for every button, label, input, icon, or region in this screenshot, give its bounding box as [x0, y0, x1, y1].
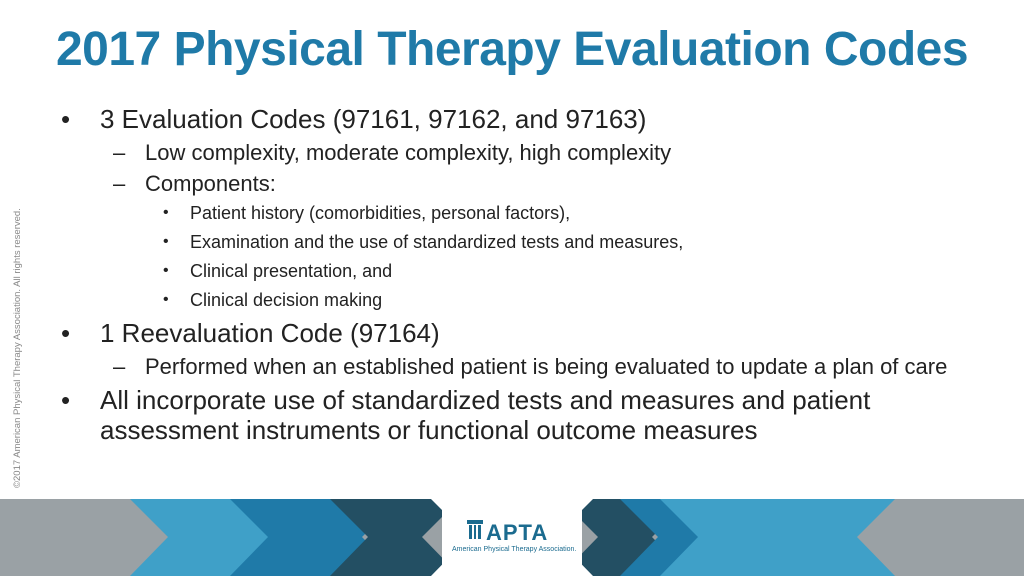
bullet-marker: • [61, 318, 71, 348]
bullet-text: Examination and the use of standardized tests and measures, [190, 232, 684, 252]
list-item [55, 104, 985, 134]
bullet-marker: • [163, 233, 169, 250]
bullet-marker: • [163, 262, 169, 279]
bullet-text: 1 Reevaluation Code (97164) [100, 318, 440, 348]
bullet-text: Clinical decision making [190, 290, 383, 310]
dash-marker: – [113, 140, 126, 165]
dash-marker: – [113, 354, 126, 379]
apta-logo-text: APTA [486, 520, 549, 545]
list-item [55, 318, 985, 348]
bullet-text: Patient history (comorbidities, personal factors), [190, 203, 571, 223]
list-item [55, 289, 985, 311]
copyright-notice: ©2017 American Physical Therapy Association. All rights reserved. [12, 208, 23, 488]
list-item [55, 171, 985, 196]
list-item [55, 140, 985, 165]
apta-logo-subtitle: American Physical Therapy Association. [452, 546, 577, 553]
slide-title: 2017 Physical Therapy Evaluation Codes [55, 23, 969, 76]
list-item [55, 385, 985, 445]
bullet-marker: • [61, 385, 71, 415]
list-item [55, 260, 985, 282]
list-item [55, 202, 985, 224]
bullet-text: Clinical presentation, and [190, 261, 393, 281]
bullet-marker: • [163, 204, 169, 221]
dash-marker: – [113, 171, 126, 196]
list-item [55, 231, 985, 253]
list-item [55, 354, 985, 379]
bullet-text: 3 Evaluation Codes (97161, 97162, and 97163) [100, 104, 647, 134]
bullet-text: Performed when an established patient is being evaluated to update a plan of care [145, 354, 948, 379]
bullet-marker: • [163, 291, 169, 308]
bullet-list [55, 104, 985, 451]
bullet-text: All incorporate use of standardized tests and measures and patient assessment instruments or functional outcome measures [100, 385, 871, 445]
apta-logo-icon [466, 519, 484, 541]
bullet-text: Components: [145, 171, 276, 196]
bullet-marker: • [61, 104, 71, 134]
bullet-text: Low complexity, moderate complexity, high complexity [145, 140, 672, 165]
